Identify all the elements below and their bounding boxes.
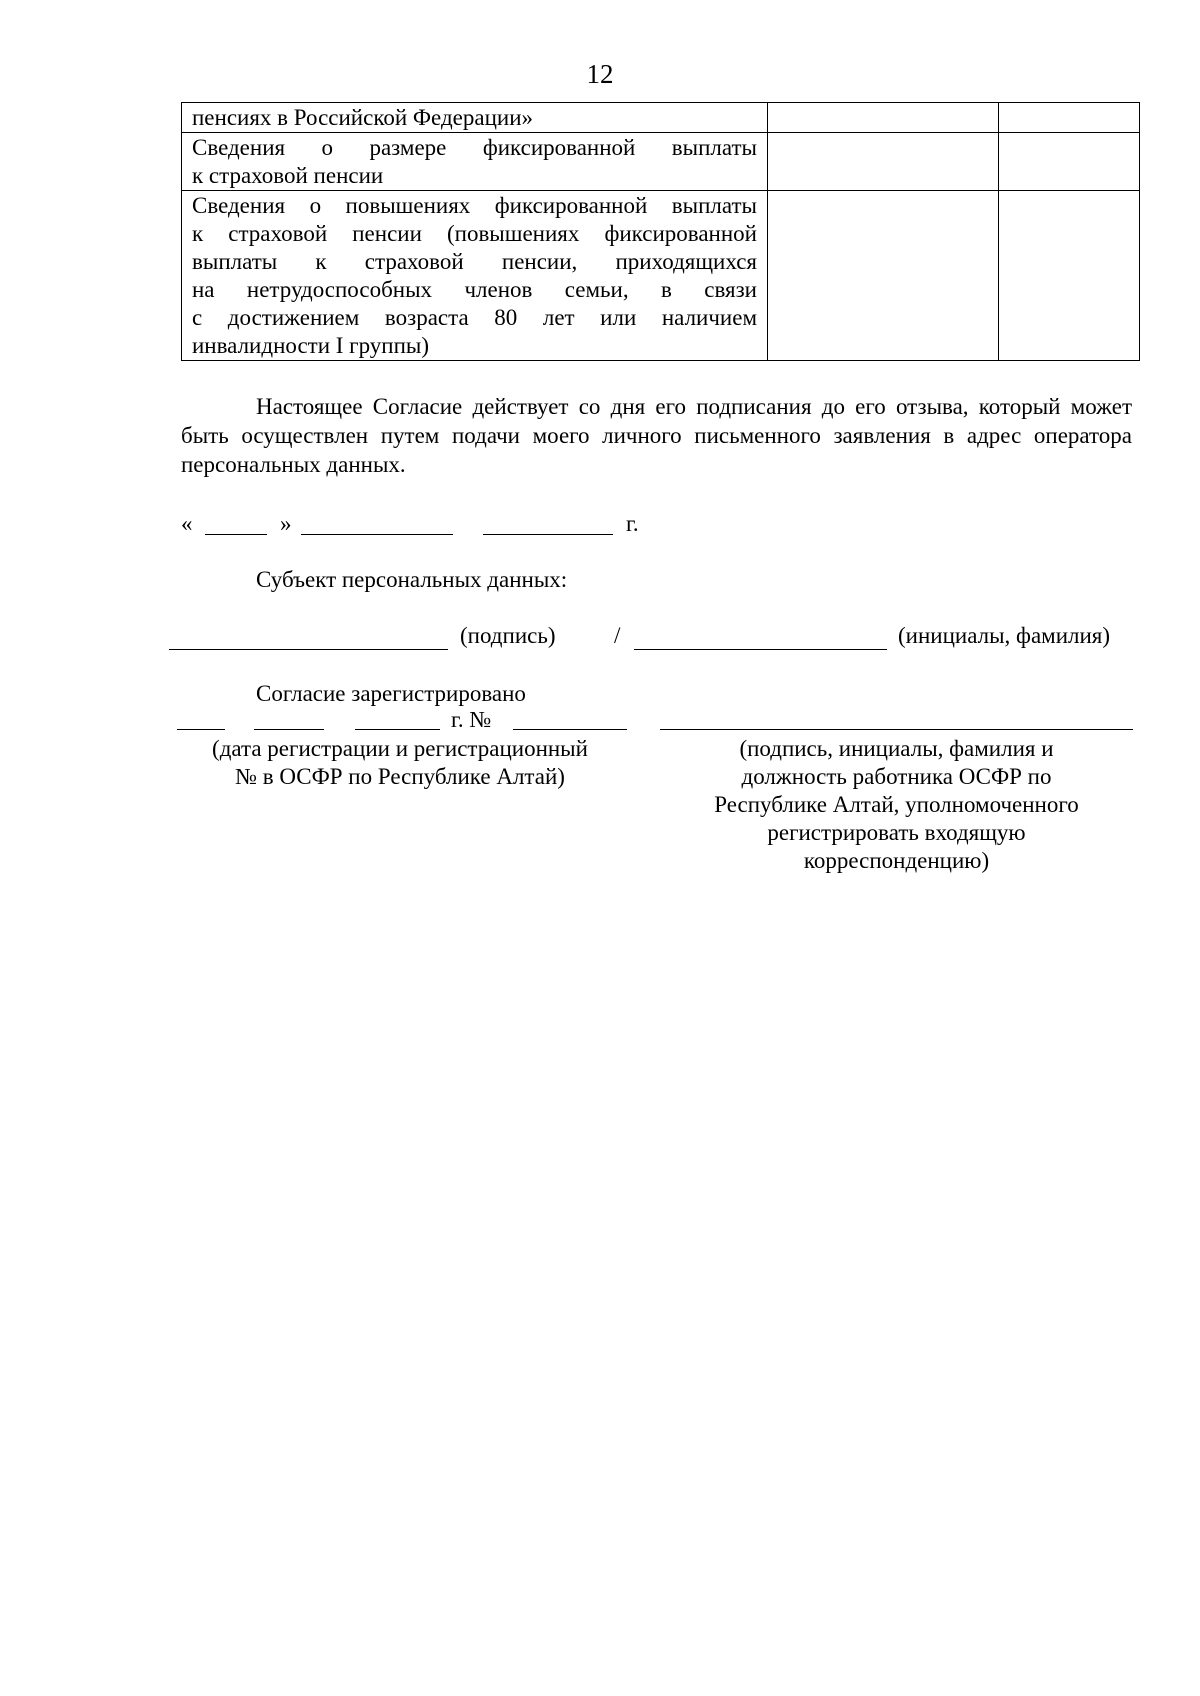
table-cell-empty xyxy=(768,103,999,133)
name-blank[interactable] xyxy=(634,649,887,650)
registration-label: Согласие зарегистрировано xyxy=(256,681,526,706)
registration-left-caption xyxy=(170,735,630,791)
reg-day-blank[interactable] xyxy=(177,729,225,730)
separator-slash: / xyxy=(614,623,621,648)
caption-line: регистрировать входящую xyxy=(767,820,1026,845)
cell-line: Сведения о размере фиксированной выплаты xyxy=(192,135,757,160)
close-quote: » xyxy=(280,511,292,536)
cell-line: пенсиях в Российской Федерации» xyxy=(192,105,534,130)
cell-line: выплаты к страховой пенсии, приходящихся xyxy=(192,249,757,274)
cell-line: инвалидности I группы) xyxy=(192,333,430,358)
year-blank[interactable] xyxy=(483,534,613,535)
year-number-label: г. № xyxy=(451,707,492,732)
table-cell-description xyxy=(182,191,768,361)
table-cell-empty xyxy=(768,133,999,191)
table-cell-empty xyxy=(999,191,1140,361)
caption-line: (дата регистрации и регистрационный xyxy=(212,736,588,761)
table-row xyxy=(182,103,1140,133)
reg-year-blank[interactable] xyxy=(355,729,440,730)
table-cell-empty xyxy=(999,133,1140,191)
table-row xyxy=(182,191,1140,361)
validity-paragraph: Настоящее Согласие действует со дня его подписания до его отзыва, который может быть осуществлен путем подачи моего личного письменного заявления в адрес оператора персональных данных. xyxy=(181,394,1132,477)
reg-number-blank[interactable] xyxy=(513,729,627,730)
caption-line: должность работника ОСФР по xyxy=(741,764,1052,789)
cell-line: к страховой пенсии (повышениях фиксированной xyxy=(192,221,757,246)
reg-month-blank[interactable] xyxy=(254,729,324,730)
caption-line: № в ОСФР по Республике Алтай) xyxy=(235,764,565,789)
cell-line: с достижением возраста 80 лет или наличием xyxy=(192,305,757,330)
table-cell-description xyxy=(182,133,768,191)
caption-line: (подпись, инициалы, фамилия и xyxy=(739,736,1054,761)
signature-blank[interactable] xyxy=(169,649,448,650)
day-blank[interactable] xyxy=(205,534,267,535)
cell-line: на нетрудоспособных членов семьи, в связи xyxy=(192,277,757,302)
cell-line: к страховой пенсии xyxy=(192,163,384,188)
table-row xyxy=(182,133,1140,191)
table-cell-empty xyxy=(768,191,999,361)
subject-label: Субъект персональных данных: xyxy=(256,567,568,592)
consent-data-table xyxy=(181,102,1140,361)
registration-right-caption xyxy=(660,735,1133,875)
caption-line: корреспонденцию) xyxy=(803,848,990,873)
employee-signature-blank[interactable] xyxy=(660,729,1133,730)
cell-line: Сведения о повышениях фиксированной выплаты xyxy=(192,193,757,218)
month-blank[interactable] xyxy=(301,534,453,535)
table-cell-description xyxy=(182,103,768,133)
name-caption: (инициалы, фамилия) xyxy=(898,623,1111,648)
open-quote: « xyxy=(181,511,193,536)
page-number: 12 xyxy=(586,59,614,89)
caption-line: Республике Алтай, уполномоченного xyxy=(714,792,1079,817)
table-cell-empty xyxy=(999,103,1140,133)
signature-caption: (подпись) xyxy=(460,623,556,648)
year-suffix: г. xyxy=(626,511,639,536)
